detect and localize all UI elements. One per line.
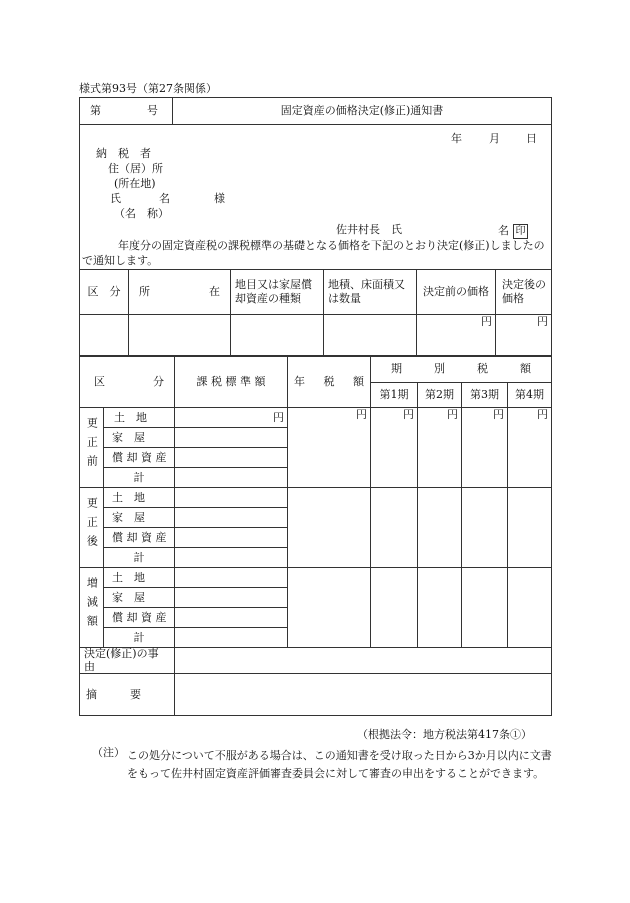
period-3-header: 第3期	[462, 383, 508, 408]
tax-h-annual-2: 税	[323, 374, 335, 388]
seal-mark: 印	[513, 224, 528, 239]
property-input-row	[80, 315, 552, 357]
taxpayer-location-label: (所在地)	[114, 177, 156, 190]
period-3-cell[interactable]	[462, 568, 508, 648]
date-year: 年	[451, 132, 462, 145]
doc-number-cell[interactable]	[80, 98, 173, 125]
property-header-row	[80, 270, 552, 315]
standard-cell[interactable]	[175, 548, 288, 568]
period-1-cell[interactable]	[371, 488, 418, 568]
row-label: 計	[104, 628, 175, 648]
standard-cell[interactable]	[175, 428, 288, 448]
row-label: 家 屋	[104, 428, 175, 448]
tax-h-class-2: 分	[153, 374, 164, 388]
property-h-before: 決定前の価格	[417, 270, 496, 315]
issuer-name-suffix	[498, 224, 528, 239]
doc-number-suffix: 号	[147, 104, 158, 118]
period-4-cell[interactable]	[508, 568, 552, 648]
summary-field[interactable]	[175, 674, 552, 716]
property-h-area: 地積、床面積又は数量	[324, 270, 417, 315]
doc-number-prefix: 第	[90, 104, 101, 118]
tax-h-period-2: 別	[434, 362, 445, 376]
period-2-header: 第2期	[418, 383, 462, 408]
property-after-field[interactable]: 円	[496, 315, 552, 357]
period-1-cell[interactable]	[371, 568, 418, 648]
period-1-header: 第1期	[371, 383, 418, 408]
group-label-before	[80, 408, 104, 488]
tax-h-annual-1: 年	[294, 374, 305, 388]
date-day: 日	[526, 132, 537, 145]
standard-cell[interactable]	[175, 528, 288, 548]
issuer-name-char: 名	[498, 224, 509, 237]
property-h-after: 決定後の価格	[496, 270, 552, 315]
tax-h-period-3: 税	[477, 362, 488, 376]
row-label	[104, 408, 175, 428]
tax-h-period	[371, 356, 552, 383]
property-h-location-1: 所	[139, 285, 150, 299]
period-4-cell[interactable]: 円	[508, 408, 552, 488]
tax-table	[79, 355, 552, 716]
period-2-cell[interactable]	[418, 488, 462, 568]
property-h-location-2: 在	[209, 285, 220, 299]
standard-cell[interactable]	[175, 468, 288, 488]
period-1-cell[interactable]: 円	[371, 408, 418, 488]
row-label: 償 却 資 産	[104, 608, 175, 628]
row-label: 家 屋	[104, 508, 175, 528]
property-area-field[interactable]	[324, 315, 417, 357]
property-type-field[interactable]	[231, 315, 324, 357]
row-label: 償 却 資 産	[104, 448, 175, 468]
annual-tax-cell[interactable]	[288, 568, 371, 648]
property-class-field[interactable]	[80, 315, 129, 357]
standard-cell[interactable]: 円	[175, 408, 288, 428]
tax-h-annual-3: 額	[353, 374, 364, 388]
title-row	[79, 97, 552, 125]
note-text: この処分について不服がある場合は、この通知書を受け取った日から3か月以内に文書をもって佐井村固定資産評価審査委員会に対して審査の申出をすることができます。	[127, 749, 552, 780]
taxpayer-honorific: 様	[214, 192, 225, 205]
row-label: 家 屋	[104, 588, 175, 608]
tax-h-class	[80, 356, 175, 408]
property-before-field[interactable]: 円	[417, 315, 496, 357]
property-h-location	[129, 270, 231, 315]
tax-h-period-4: 額	[520, 362, 531, 376]
row-label: 計	[104, 468, 175, 488]
period-2-cell[interactable]: 円	[418, 408, 462, 488]
form-id: 様式第93号（第27条関係）	[79, 82, 217, 95]
property-table	[79, 269, 552, 357]
property-location-field[interactable]	[129, 315, 231, 357]
document-title: 固定資産の価格決定(修正)通知書	[173, 98, 552, 125]
group-label-after	[80, 488, 104, 568]
tax-h-period-1: 期	[391, 362, 402, 376]
taxpayer-name-label-2: 名	[159, 192, 170, 205]
taxpayer-label: 納 税 者	[96, 147, 151, 160]
reason-field[interactable]	[175, 648, 552, 674]
property-h-class: 区 分	[80, 270, 129, 315]
standard-cell[interactable]	[175, 568, 288, 588]
period-3-cell[interactable]	[462, 488, 508, 568]
tax-h-annual	[288, 356, 371, 408]
notice-text: 年度分の固定資産税の課税標準の基礎となる価格を下記のとおり決定(修正)しましたので通知します。	[82, 239, 545, 267]
standard-cell[interactable]	[175, 608, 288, 628]
summary-label-text: 摘 要	[86, 687, 141, 701]
period-4-cell[interactable]	[508, 488, 552, 568]
row-label: 土 地	[104, 488, 175, 508]
note-label: （注）	[92, 746, 125, 759]
taxpayer-entity-label[interactable]: （名 称）	[114, 207, 169, 220]
annual-tax-cell[interactable]: 円	[288, 408, 371, 488]
tax-h-class-1: 区	[94, 374, 105, 388]
period-2-cell[interactable]	[418, 568, 462, 648]
legal-basis: （根拠法令：地方税法第417条①）	[357, 728, 532, 741]
standard-cell[interactable]	[175, 488, 288, 508]
group-label-after-text: 更正後	[85, 497, 99, 555]
period-3-cell[interactable]: 円	[462, 408, 508, 488]
tax-h-standard: 課 税 標 準 額	[175, 356, 288, 408]
addressee-box	[79, 124, 552, 270]
standard-cell[interactable]	[175, 588, 288, 608]
taxpayer-name-label-1: 氏	[110, 192, 121, 205]
row-label: 土 地	[104, 568, 175, 588]
property-h-type: 地目又は家屋償却資産の種類	[231, 270, 324, 315]
standard-cell[interactable]	[175, 448, 288, 468]
date-month: 月	[489, 132, 500, 145]
standard-cell[interactable]	[175, 628, 288, 648]
group-label-diff-text: 増減額	[85, 577, 99, 635]
issuer-label: 佐井村長 氏	[336, 223, 402, 236]
summary-label	[80, 674, 175, 716]
annual-tax-cell[interactable]	[288, 488, 371, 568]
reason-label: 決定(修正)の事 由	[80, 648, 175, 674]
period-4-header: 第4期	[508, 383, 552, 408]
row-label-text: 土 地	[114, 410, 147, 424]
row-label: 償 却 資 産	[104, 528, 175, 548]
taxpayer-address-label[interactable]: 住（居）所	[108, 162, 163, 175]
row-label: 計	[104, 548, 175, 568]
group-label-diff	[80, 568, 104, 648]
group-label-before-text: 更正前	[85, 417, 99, 475]
standard-cell[interactable]	[175, 508, 288, 528]
